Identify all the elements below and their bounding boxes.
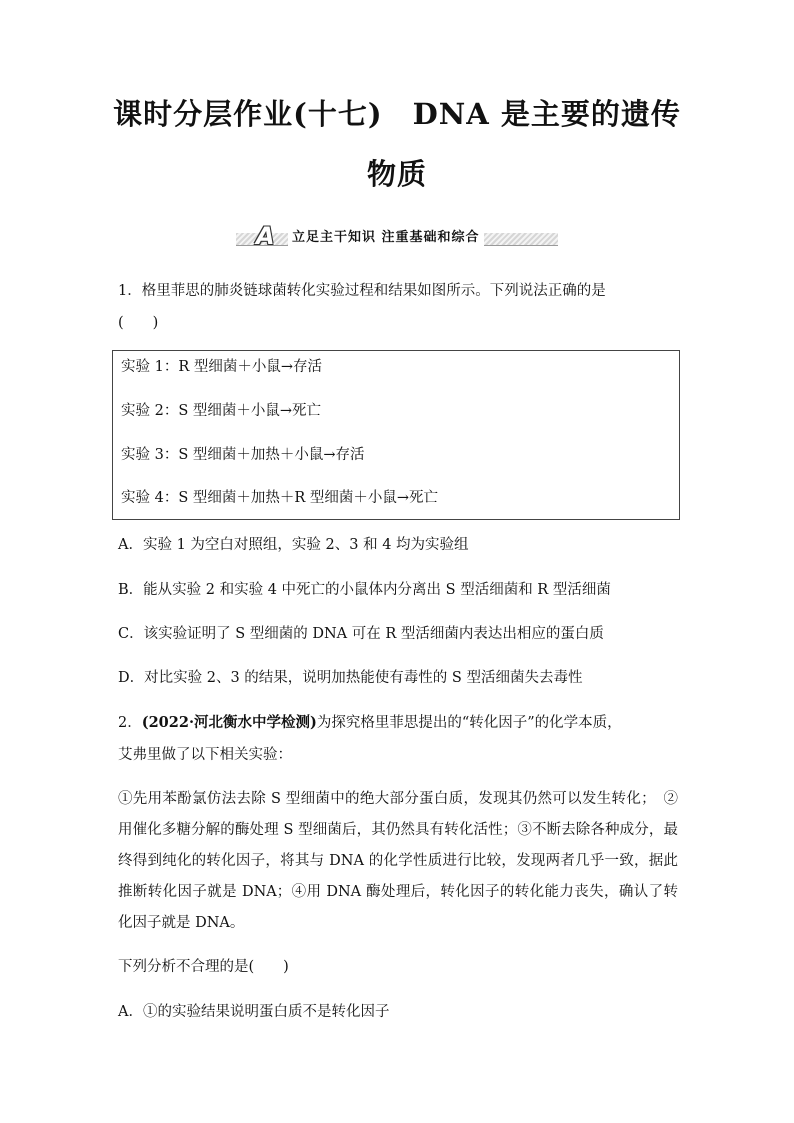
question-2-number: 2．	[118, 715, 142, 731]
section-banner-text: 立足主干知识 注重基础和综合	[288, 228, 484, 248]
section-banner	[236, 222, 558, 250]
experiment-box	[112, 350, 680, 520]
question-2-option-a: A．①的实验结果说明蛋白质不是转化因子	[118, 1004, 390, 1020]
question-2-source: (2022·河北衡水中学检测)	[141, 714, 317, 731]
question-2-stem-text: 为探究格里菲思提出的“转化因子”的化学本质，	[316, 715, 622, 731]
question-1-option-c: C．该实验证明了 S 型细菌的 DNA 可在 R 型活细菌内表达出相应的蛋白质	[118, 626, 604, 642]
question-1-stem-line-2: ( )	[118, 315, 159, 331]
page-title-line-1: 课时分层作业(十七) DNA 是主要的遗传	[113, 97, 681, 131]
question-2-stem-line-2: 艾弗里做了以下相关实验：	[118, 747, 292, 763]
experiment-3: 实验 3：S 型细菌＋加热＋小鼠→存活	[121, 447, 365, 463]
page-title-line-2: 物质	[366, 157, 427, 191]
question-2-body: ①先用苯酚氯仿法去除 S 型细菌中的绝大部分蛋白质，发现其仍然可以发生转化； ②用催化多糖分解的酶处理 S 型细菌后，其仍然具有转化活性；③不断去除各种成分，最终得到纯化的转化因子，将其与 DNA 的化学性质进行比较，发现两者几乎一致，据此推断转化因子就是 DNA；④用 DNA 酶处理后，转化因子的转化能力丧失，确认了转化因子就是 DNA。	[118, 791, 678, 931]
question-2-stem-line-1	[118, 713, 622, 733]
question-2-prompt: 下列分析不合理的是( )	[118, 959, 289, 975]
experiment-2: 实验 2：S 型细菌＋小鼠→死亡	[121, 403, 322, 419]
question-1-option-a: A．实验 1 为空白对照组，实验 2、3 和 4 均为实验组	[118, 537, 469, 553]
experiment-1: 实验 1：R 型细菌＋小鼠→存活	[121, 359, 323, 375]
experiment-4: 实验 4：S 型细菌＋加热＋R 型细菌＋小鼠→死亡	[121, 490, 439, 506]
question-1-option-b: B．能从实验 2 和实验 4 中死亡的小鼠体内分离出 S 型活细菌和 R 型活细菌	[118, 582, 611, 598]
question-1-option-d: D．对比实验 2、3 的结果，说明加热能使有毒性的 S 型活细菌失去毒性	[118, 670, 583, 686]
section-letter-icon: A	[256, 222, 275, 250]
question-1-stem-line-1: 1．格里菲思的肺炎链球菌转化实验过程和结果如图所示。下列说法正确的是	[118, 283, 606, 299]
